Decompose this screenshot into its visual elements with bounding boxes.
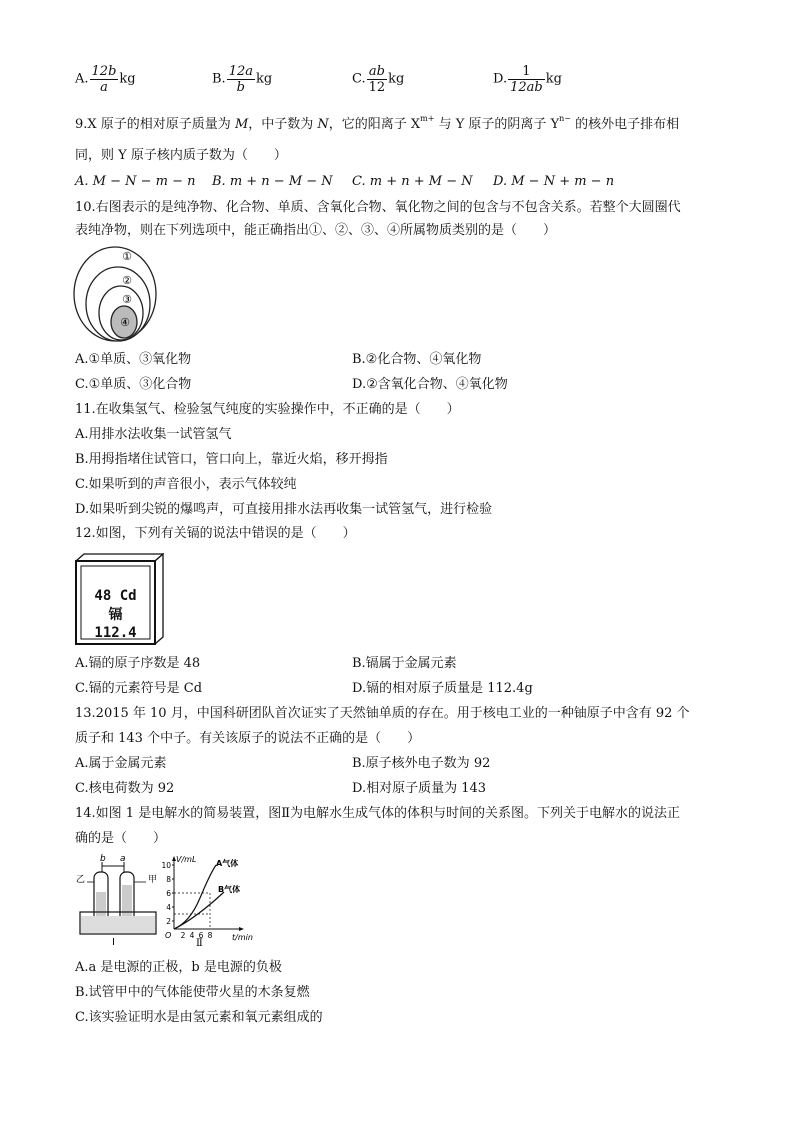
q14-stem-line1: 14.如图 1 是电解水的简易装置，图Ⅱ为电解水生成气体的体积与时间的关系图。下列关于电解水的说法正 bbox=[75, 806, 681, 821]
q12-option-a: A.镉的原子序数是 48 bbox=[75, 656, 201, 671]
circle-label-2: ② bbox=[122, 274, 132, 287]
q10-option-a: A.①单质、③氧化物 bbox=[75, 352, 192, 367]
q14-option-c: C.该实验证明水是由氢元素和氧元素组成的 bbox=[75, 1010, 323, 1025]
unit: kg bbox=[388, 71, 405, 87]
q9-option-d: D. M − N + m − n bbox=[493, 174, 615, 189]
q14-stem-line2: 确的是（ ） bbox=[75, 831, 167, 846]
fraction bbox=[367, 64, 388, 95]
q8-option-c bbox=[352, 64, 404, 95]
q10-stem-line1: 10.右图表示的是纯净物、化合物、单质、含氧化合物、氧化物之间的包含与不包含关系。若整个大圆圈代 bbox=[75, 200, 681, 215]
option-label: C. bbox=[352, 71, 366, 87]
unit: kg bbox=[255, 71, 273, 87]
x-tick-label: 6 bbox=[198, 931, 204, 940]
q9-option-a: A. M − N − m − n bbox=[75, 174, 196, 189]
option-label: B. bbox=[212, 71, 226, 87]
denominator: a bbox=[100, 80, 108, 95]
volume-time-graph bbox=[160, 852, 260, 948]
figure-ii-caption: Ⅱ bbox=[196, 938, 203, 948]
tube-jia-label: 甲 bbox=[148, 875, 158, 885]
unit: kg bbox=[545, 71, 562, 87]
numerator: ab bbox=[367, 64, 388, 80]
q12-option-d: D.镉的相对原子质量是 112.4g bbox=[352, 681, 533, 696]
q8-option-d bbox=[493, 64, 562, 95]
option-label: D. bbox=[493, 71, 508, 87]
fraction bbox=[227, 64, 255, 95]
series-a-label: A气体 bbox=[216, 859, 239, 868]
electrode-a-label: a bbox=[120, 854, 126, 864]
q9-stem-line2: 同，则 Y 原子核内质子数为（ ） bbox=[75, 148, 287, 163]
q12-option-b: B.镉属于金属元素 bbox=[352, 656, 457, 671]
origin-label: O bbox=[165, 931, 172, 940]
q10-option-b: B.②化合物、④氧化物 bbox=[352, 352, 482, 367]
q13-stem-line1: 13.2015 年 10 月，中国科研团队首次证实了天然铀单质的存在。用于核电工业的一种铀原子中含有 92 个 bbox=[75, 706, 690, 721]
q9-stem-line1: 9.X 原子的相对原子质量为 M，中子数为 N，它的阳离子 $X^{m+}$ 与 Y 原子的阴离子 $Y^{n-}$ 的核外电子排布相 bbox=[75, 114, 680, 132]
fraction bbox=[508, 64, 545, 95]
denominator: 12ab bbox=[510, 80, 543, 95]
series-b-label: B气体 bbox=[218, 885, 241, 894]
y-tick-label: 6 bbox=[166, 889, 171, 898]
cadmium-element-card bbox=[75, 553, 164, 645]
element-name: 镉 bbox=[108, 607, 123, 623]
y-tick-label: 10 bbox=[161, 861, 171, 870]
q8-option-b bbox=[212, 64, 272, 95]
element-number-symbol: 48 Cd bbox=[94, 588, 137, 604]
fraction bbox=[90, 64, 119, 95]
q14-option-a: A.a 是电源的正极，b 是电源的负极 bbox=[75, 960, 282, 975]
x-tick-label: 4 bbox=[189, 931, 195, 940]
q13-option-d: D.相对原子质量为 143 bbox=[352, 781, 487, 796]
unit: kg bbox=[119, 71, 136, 87]
q8-option-a bbox=[75, 64, 136, 95]
y-tick-label: 8 bbox=[166, 875, 171, 884]
q13-option-b: B.原子核外电子数为 92 bbox=[352, 756, 491, 771]
q12-option-c: C.镉的元素符号是 Cd bbox=[75, 681, 203, 696]
q11-option-d: D.如果听到尖锐的爆鸣声，可直接用排水法再收集一试管氢气，进行检验 bbox=[75, 502, 493, 517]
nested-circles-diagram bbox=[72, 244, 158, 344]
circle-label-4: ④ bbox=[120, 316, 130, 329]
option-label: A. bbox=[75, 71, 89, 87]
figure-i-caption: Ⅰ bbox=[112, 937, 115, 948]
element-mass: 112.4 bbox=[94, 625, 137, 641]
q13-option-c: C.核电荷数为 92 bbox=[75, 781, 175, 796]
q11-option-c: C.如果听到的声音很小，表示气体较纯 bbox=[75, 477, 297, 492]
q13-stem-line2: 质子和 143 个中子。有关该原子的说法不正确的是（ ） bbox=[75, 731, 421, 746]
y-tick-label: 4 bbox=[166, 903, 171, 912]
q11-option-a: A.用排水法收集一试管氢气 bbox=[75, 427, 232, 442]
y-axis-label: V/mL bbox=[176, 855, 197, 864]
q10-option-c: C.①单质、③化合物 bbox=[75, 377, 192, 392]
q11-stem: 11.在收集氢气、检验氢气纯度的实验操作中，不正确的是（ ） bbox=[75, 402, 460, 417]
q12-stem: 12.如图，下列有关镉的说法中错误的是（ ） bbox=[75, 526, 356, 541]
anion-charge: n− bbox=[559, 114, 572, 123]
q13-option-a: A.属于金属元素 bbox=[75, 756, 167, 771]
q10-stem-line2: 表纯净物，则在下列选项中，能正确指出①、②、③、④所属物质类别的是（ ） bbox=[75, 223, 557, 238]
tank-water bbox=[81, 916, 155, 933]
circle-label-3: ③ bbox=[122, 293, 132, 306]
denominator: 12 bbox=[368, 80, 386, 95]
electrolysis-apparatus-figure bbox=[72, 852, 164, 948]
q11-option-b: B.用拇指堵住试管口，管口向上，靠近火焰，移开拇指 bbox=[75, 452, 388, 467]
tube-yi-label: 乙 bbox=[76, 875, 86, 885]
numerator: 12b bbox=[91, 64, 117, 79]
circle-label-1: ① bbox=[122, 250, 132, 263]
series-b-curve bbox=[174, 892, 224, 929]
numerator: 12a bbox=[228, 64, 253, 79]
numerator: 1 bbox=[508, 64, 545, 80]
x-axis-label: t/min bbox=[232, 933, 253, 942]
x-tick-label: 8 bbox=[207, 931, 213, 940]
q14-option-b: B.试管甲中的气体能使带火星的木条复燃 bbox=[75, 985, 310, 1000]
x-tick-label: 2 bbox=[180, 931, 186, 940]
electrode-b-label: b bbox=[100, 854, 106, 864]
q9-option-b: B. m + n − M − N bbox=[212, 174, 333, 189]
cation-charge: m+ bbox=[420, 114, 435, 123]
q9-option-c: C. m + n + M − N bbox=[352, 174, 473, 189]
y-tick-label: 2 bbox=[166, 917, 171, 926]
q10-option-d: D.②含氧化合物、④氧化物 bbox=[352, 377, 508, 392]
denominator: b bbox=[236, 80, 245, 95]
